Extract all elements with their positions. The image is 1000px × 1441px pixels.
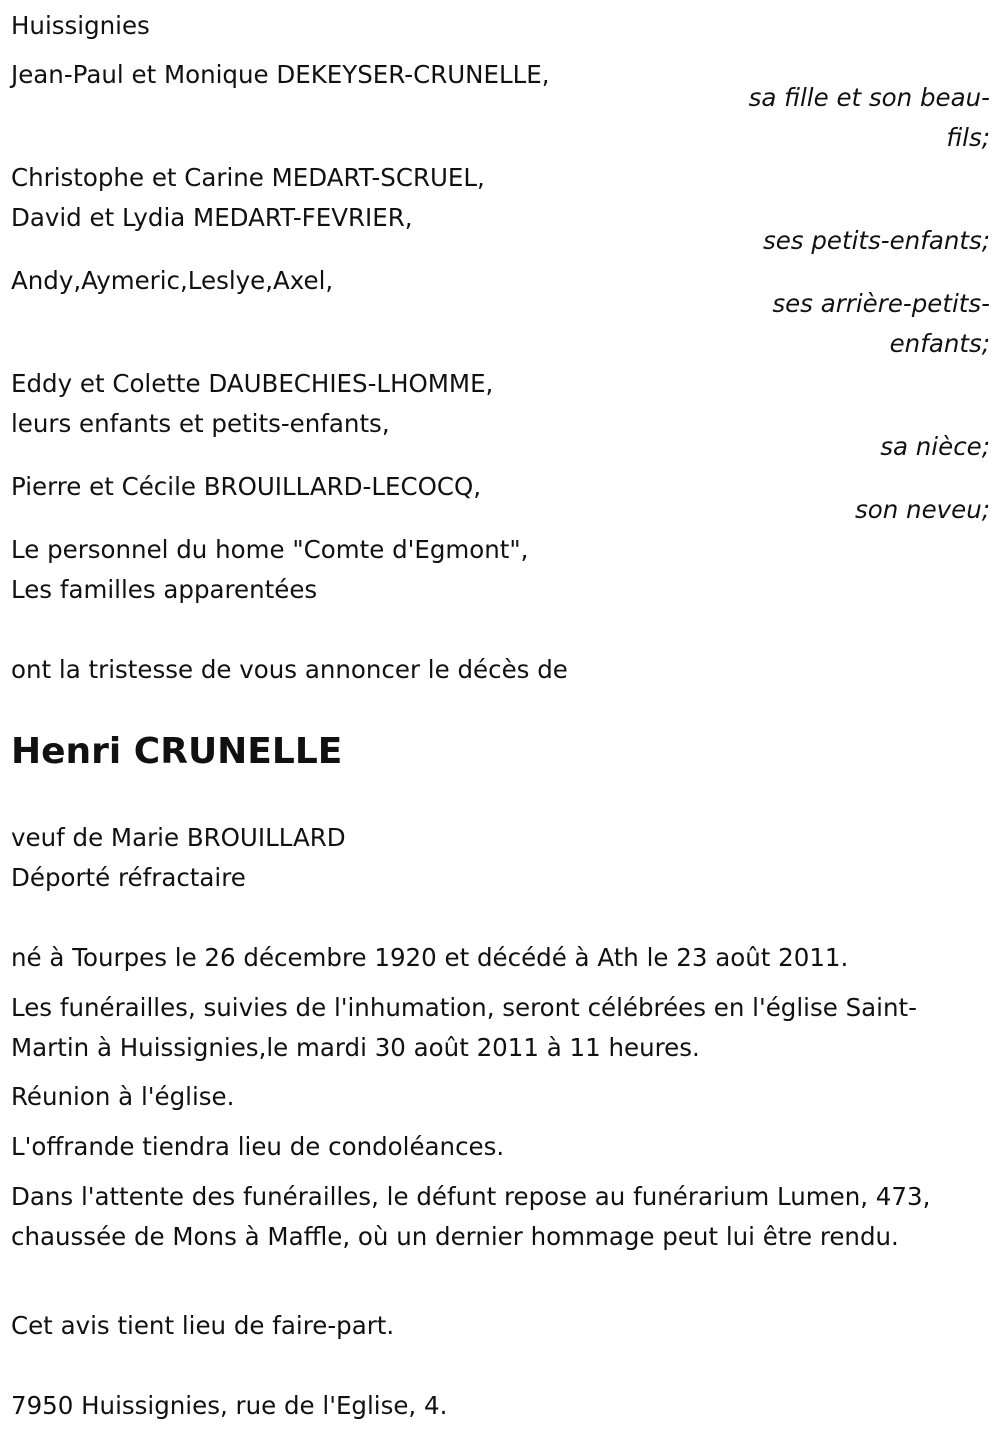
family-name-line: Pierre et Cécile BROUILLARD-LECOCQ,	[11, 472, 482, 501]
family-relation: son neveu;	[854, 495, 990, 524]
family-name-line: leurs enfants et petits-enfants,	[11, 409, 390, 438]
family-name-line: Andy,Aymeric,Leslye,Axel,	[11, 266, 334, 295]
body-paragraph: Cet avis tient lieu de faire-part.	[11, 1311, 395, 1340]
family-relation: ses arrière-petits-enfants;	[772, 289, 990, 358]
others-line: Le personnel du home "Comte d'Egmont",	[11, 535, 529, 564]
family-name-line: Eddy et Colette DAUBECHIES-LHOMME,	[11, 369, 494, 398]
family-name-line: David et Lydia MEDART-FEVRIER,	[11, 203, 413, 232]
body-paragraph: Réunion à l'église.	[11, 1082, 235, 1111]
family-relation: ses petits-enfants;	[762, 226, 990, 255]
family-name-line: Christophe et Carine MEDART-SCRUEL,	[11, 163, 485, 192]
deceased-name: Henri CRUNELLE	[11, 731, 343, 772]
body-paragraph: Les funérailles, suivies de l'inhumation, seront célébrées en l'église Saint-Martin à Huissignies,le mardi 30 août 2011 à 11 heures.	[11, 993, 917, 1062]
body-paragraph: L'offrande tiendra lieu de condoléances.	[11, 1132, 505, 1161]
family-relation: sa fille et son beau-fils;	[748, 83, 990, 152]
deceased-detail: veuf de Marie BROUILLARD	[11, 823, 346, 852]
family-name-line: Jean-Paul et Monique DEKEYSER-CRUNELLE,	[11, 60, 550, 89]
body-paragraph: Dans l'attente des funérailles, le défunt repose au funérarium Lumen, 473, chaussée de Mons à Maffle, où un dernier hommage peut lui être rendu.	[11, 1182, 931, 1251]
address: 7950 Huissignies, rue de l'Eglise, 4.	[11, 1391, 448, 1420]
deceased-detail: Déporté réfractaire	[11, 863, 246, 892]
header-place: Huissignies	[11, 11, 150, 40]
announcement: ont la tristesse de vous annoncer le décès de	[11, 655, 568, 684]
body-paragraph: né à Tourpes le 26 décembre 1920 et décédé à Ath le 23 août 2011.	[11, 943, 849, 972]
others-line: Les familles apparentées	[11, 575, 318, 604]
family-relation: sa nièce;	[880, 432, 990, 461]
